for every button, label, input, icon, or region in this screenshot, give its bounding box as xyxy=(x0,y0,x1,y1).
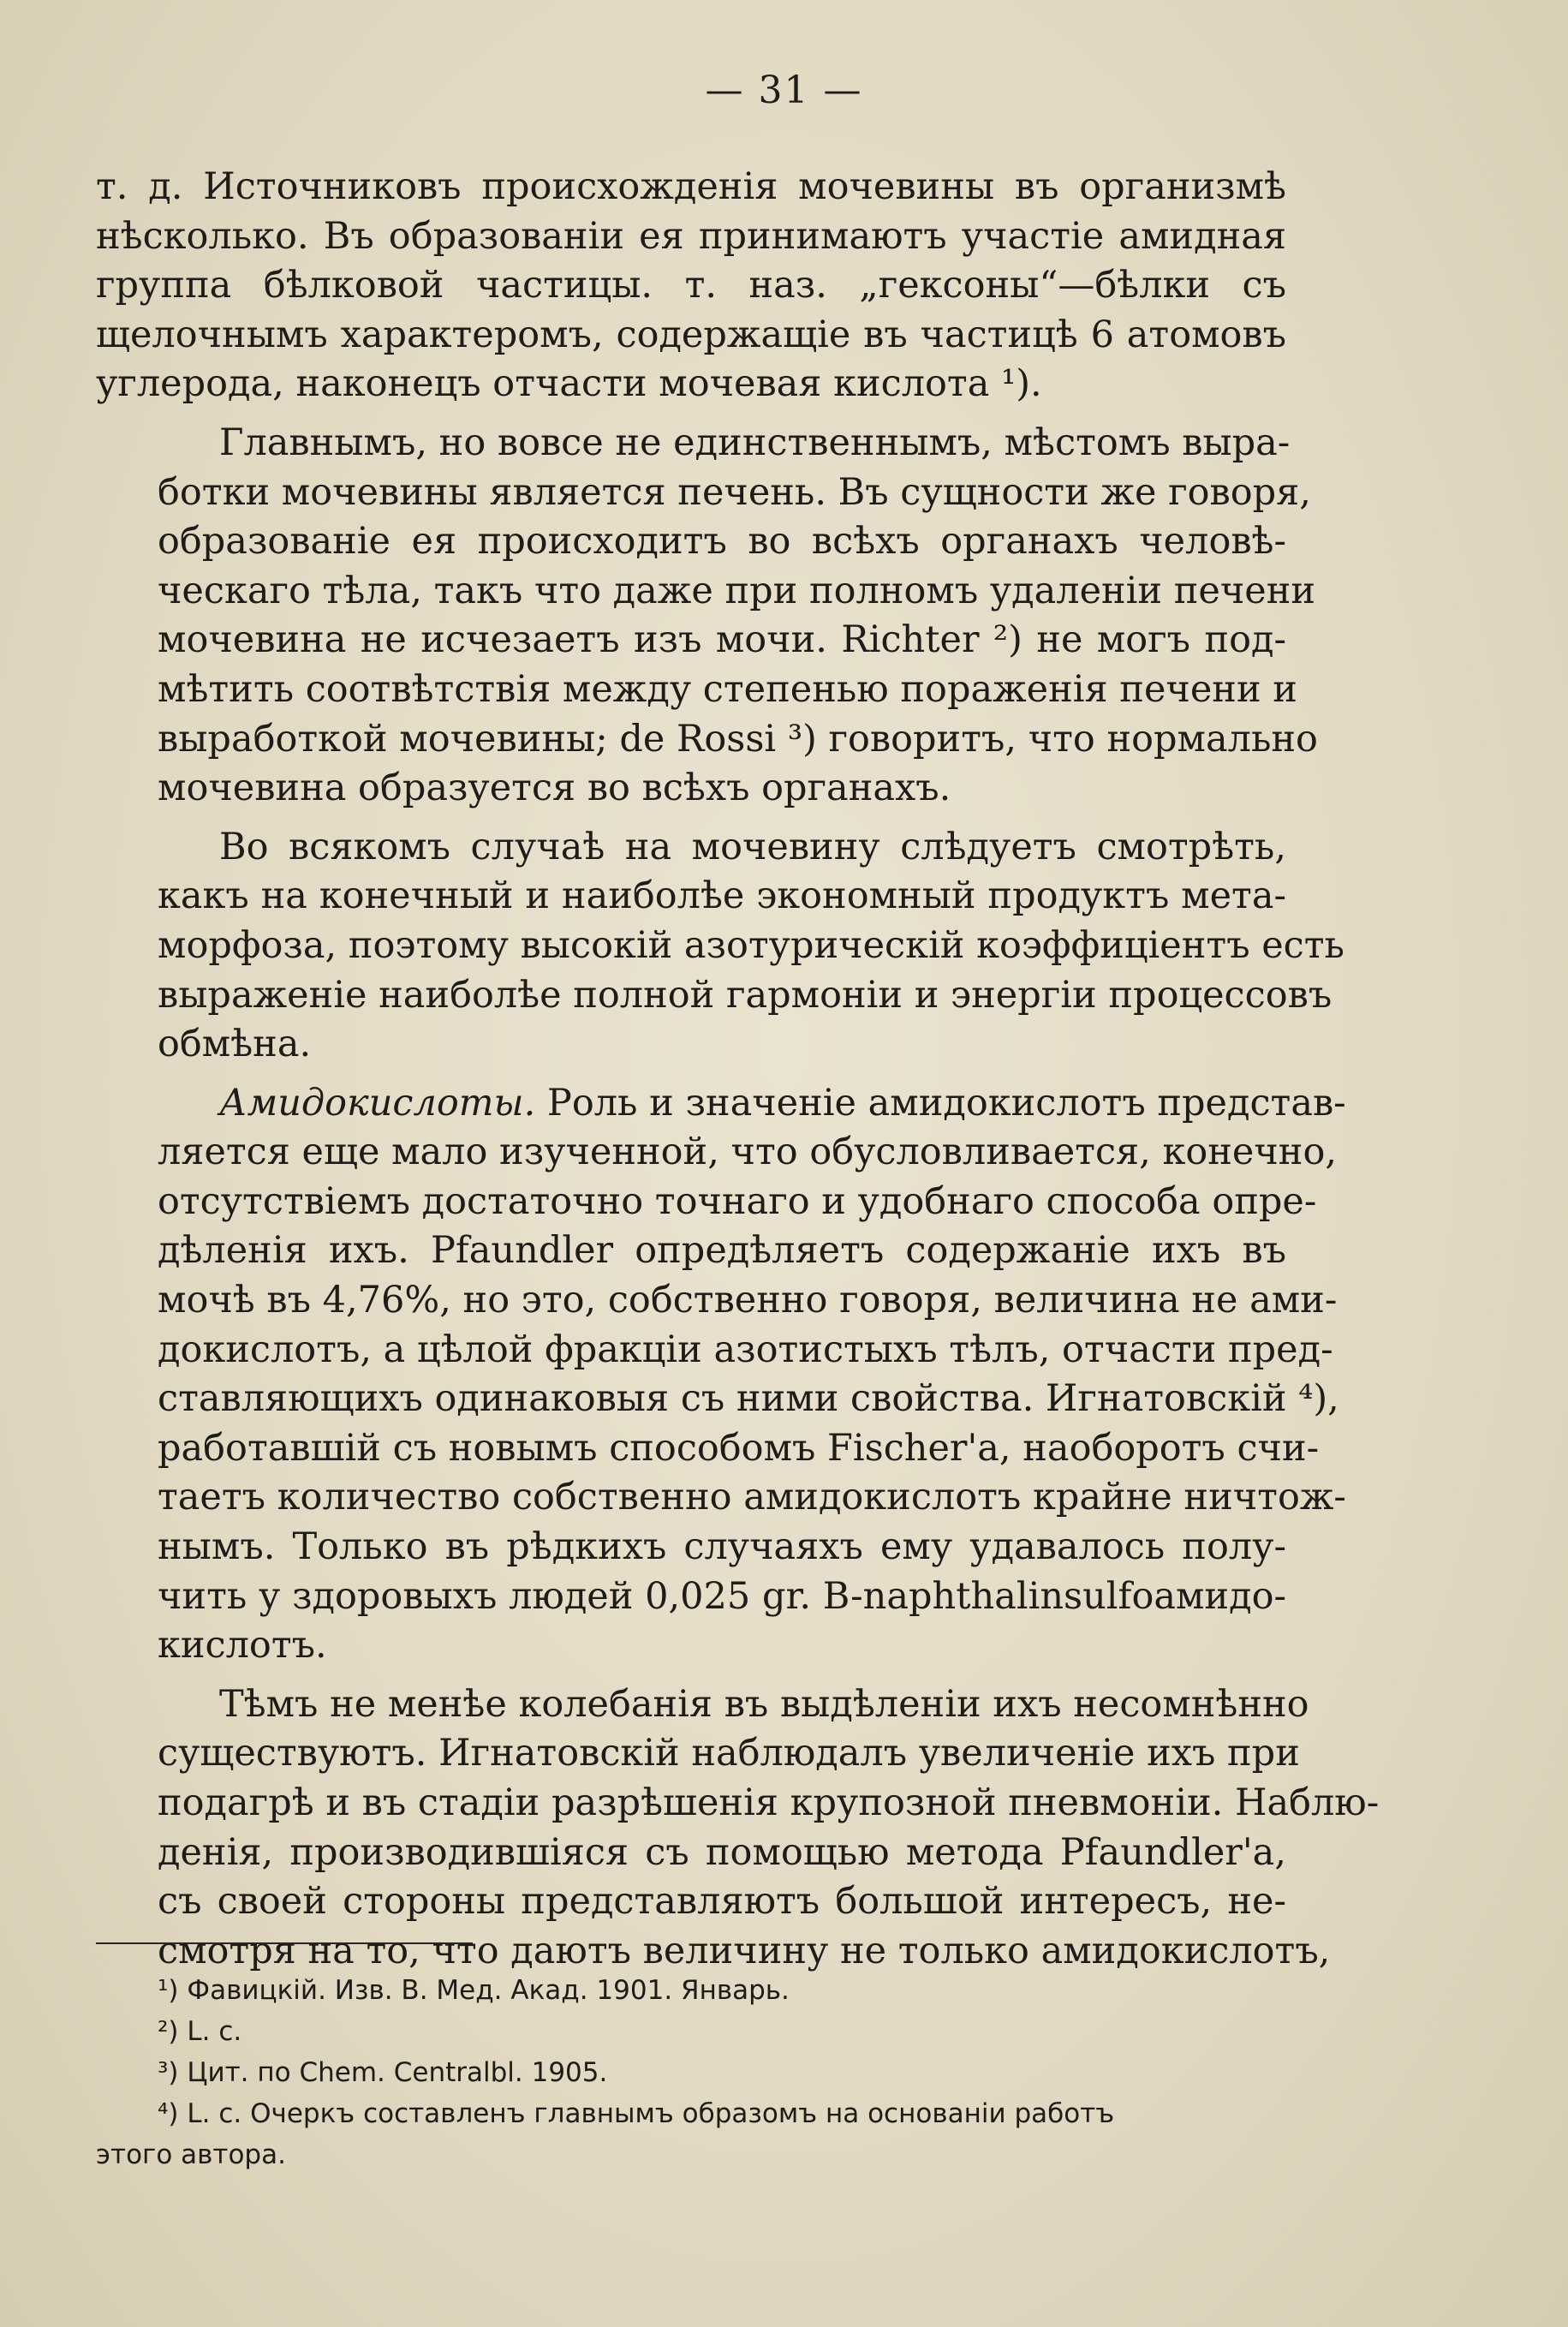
text-line: выработкой мочевины; de Rossi ³) говоритъ, что нормально xyxy=(158,717,1318,761)
text-line: кислотъ. xyxy=(158,1624,327,1668)
footnote xyxy=(96,2134,1286,2175)
page-number: — 31 — xyxy=(705,69,863,112)
text-line: таетъ количество собственно амидокислотъ крайне ничтож- xyxy=(158,1476,1346,1519)
text-line: съ своей стороны представляютъ большой интересъ, не- xyxy=(158,1880,1286,1924)
text-line: обмѣна. xyxy=(158,1023,312,1066)
text-line: работавшій съ новымъ способомъ Fischer'а, наоборотъ счи- xyxy=(158,1426,1320,1470)
footnotes xyxy=(96,1970,1286,2175)
text-line: ческаго тѣла, такъ что даже при полномъ удаленіи печени xyxy=(158,569,1316,612)
text-line: дѣленія ихъ. Pfaundler опредѣляетъ содержаніе ихъ въ xyxy=(158,1229,1286,1273)
footnote-text: Фавицкій. Изв. В. Мед. Акад. 1901. Январь. xyxy=(178,1975,790,2006)
paragraph xyxy=(96,1680,1380,1977)
text-line: какъ на конечный и наиболѣе экономный продуктъ мета- xyxy=(158,874,1286,918)
text-line: т. д. Источниковъ происхожденія мочевины въ организмѣ xyxy=(96,165,1286,208)
body-text xyxy=(96,163,1380,1985)
footnote-mark: ⁴) xyxy=(158,2098,179,2129)
section-heading: Амидокислоты. xyxy=(219,1081,536,1125)
text-line: морфоза, поэтому высокій азотурическій коэффиціентъ есть xyxy=(158,923,1344,967)
text-line: щелочнымъ характеромъ, содержащіе въ частицѣ 6 атомовъ xyxy=(96,313,1286,356)
footnote xyxy=(96,2052,1286,2093)
paragraph xyxy=(96,419,1318,814)
text-line: отсутствіемъ достаточно точнаго и удобнаго способа опре- xyxy=(158,1179,1317,1223)
text-line: ляется еще мало изученной, что обусловливается, конечно, xyxy=(158,1131,1338,1174)
footnote-mark: ³) xyxy=(158,2057,179,2088)
text-line: мочѣ въ 4,76%, но это, собственно говоря, величина не ами- xyxy=(158,1279,1338,1322)
text-line: мочевина не исчезаетъ изъ мочи. Richter ²) не могъ под- xyxy=(158,618,1286,662)
text-line: выраженіе наиболѣе полной гармоніи и энергіи процессовъ xyxy=(158,973,1333,1017)
footnote-mark: ¹) xyxy=(158,1975,179,2006)
text-line: смотря на то, что даютъ величину не только амидокислотъ, xyxy=(158,1929,1331,1972)
text-line: образованіе ея происходитъ во всѣхъ органахъ человѣ- xyxy=(158,520,1286,564)
footnote-text: L. c. xyxy=(178,2016,242,2047)
footnote-mark: ²) xyxy=(158,2016,179,2047)
text-line: углерода, наконецъ отчасти мочевая кислота ¹). xyxy=(96,362,1042,406)
text-line: группа бѣлковой частицы. т. наз. „гексоны“—бѣлки съ xyxy=(96,264,1286,307)
footnote-text: этого автора. xyxy=(96,2139,286,2170)
text-line: чить у здоровыхъ людей 0,025 gr. B-naphthalinsulfoамидо- xyxy=(158,1574,1286,1618)
paragraph xyxy=(96,823,1344,1070)
footnote-text: L. c. Очеркъ составленъ главнымъ образомъ на основаніи работъ xyxy=(178,2098,1115,2129)
text-line: нѣсколько. Въ образованіи ея принимаютъ участіе амидная xyxy=(96,214,1286,258)
paragraph xyxy=(96,163,1286,409)
text-line: Тѣмъ не менѣе колебанія въ выдѣленіи ихъ несомнѣнно xyxy=(219,1682,1309,1726)
text-line: Главнымъ, но вовсе не единственнымъ, мѣстомъ выра- xyxy=(219,421,1291,464)
footnote-rule xyxy=(96,1942,473,1944)
text-line: мочевина образуется во всѣхъ органахъ. xyxy=(158,767,951,810)
footnote xyxy=(96,1970,1286,2011)
text-line xyxy=(96,1079,1346,1129)
text-line: подагрѣ и въ стадіи разрѣшенія крупозной пневмоніи. Наблю- xyxy=(158,1781,1380,1824)
text-line: нымъ. Только въ рѣдкихъ случаяхъ ему удавалось полу- xyxy=(158,1525,1286,1569)
text-line-rest: Роль и значеніе амидокислотъ представ- xyxy=(535,1081,1346,1125)
text-line: Во всякомъ случаѣ на мочевину слѣдуетъ смотрѣть, xyxy=(219,825,1286,868)
text-line: мѣтить соотвѣтствія между степенью пораженія печени и xyxy=(158,667,1297,711)
footnote xyxy=(96,2011,1286,2052)
paragraph xyxy=(96,1079,1346,1671)
footnote-text: Цит. по Chem. Centralbl. 1905. xyxy=(178,2057,608,2088)
text-line: ставляющихъ одинаковыя съ ними свойства. Игнатовскій ⁴), xyxy=(158,1377,1339,1421)
text-line: существуютъ. Игнатовскій наблюдалъ увеличеніе ихъ при xyxy=(158,1732,1300,1775)
text-line: денія, производившіяся съ помощью метода Pfaundler'а, xyxy=(158,1830,1286,1874)
footnote xyxy=(96,2093,1286,2134)
text-line: ботки мочевины является печень. Въ сущности же говоря, xyxy=(158,470,1311,514)
text-line: докислотъ, а цѣлой фракціи азотистыхъ тѣлъ, отчасти пред- xyxy=(158,1328,1333,1371)
